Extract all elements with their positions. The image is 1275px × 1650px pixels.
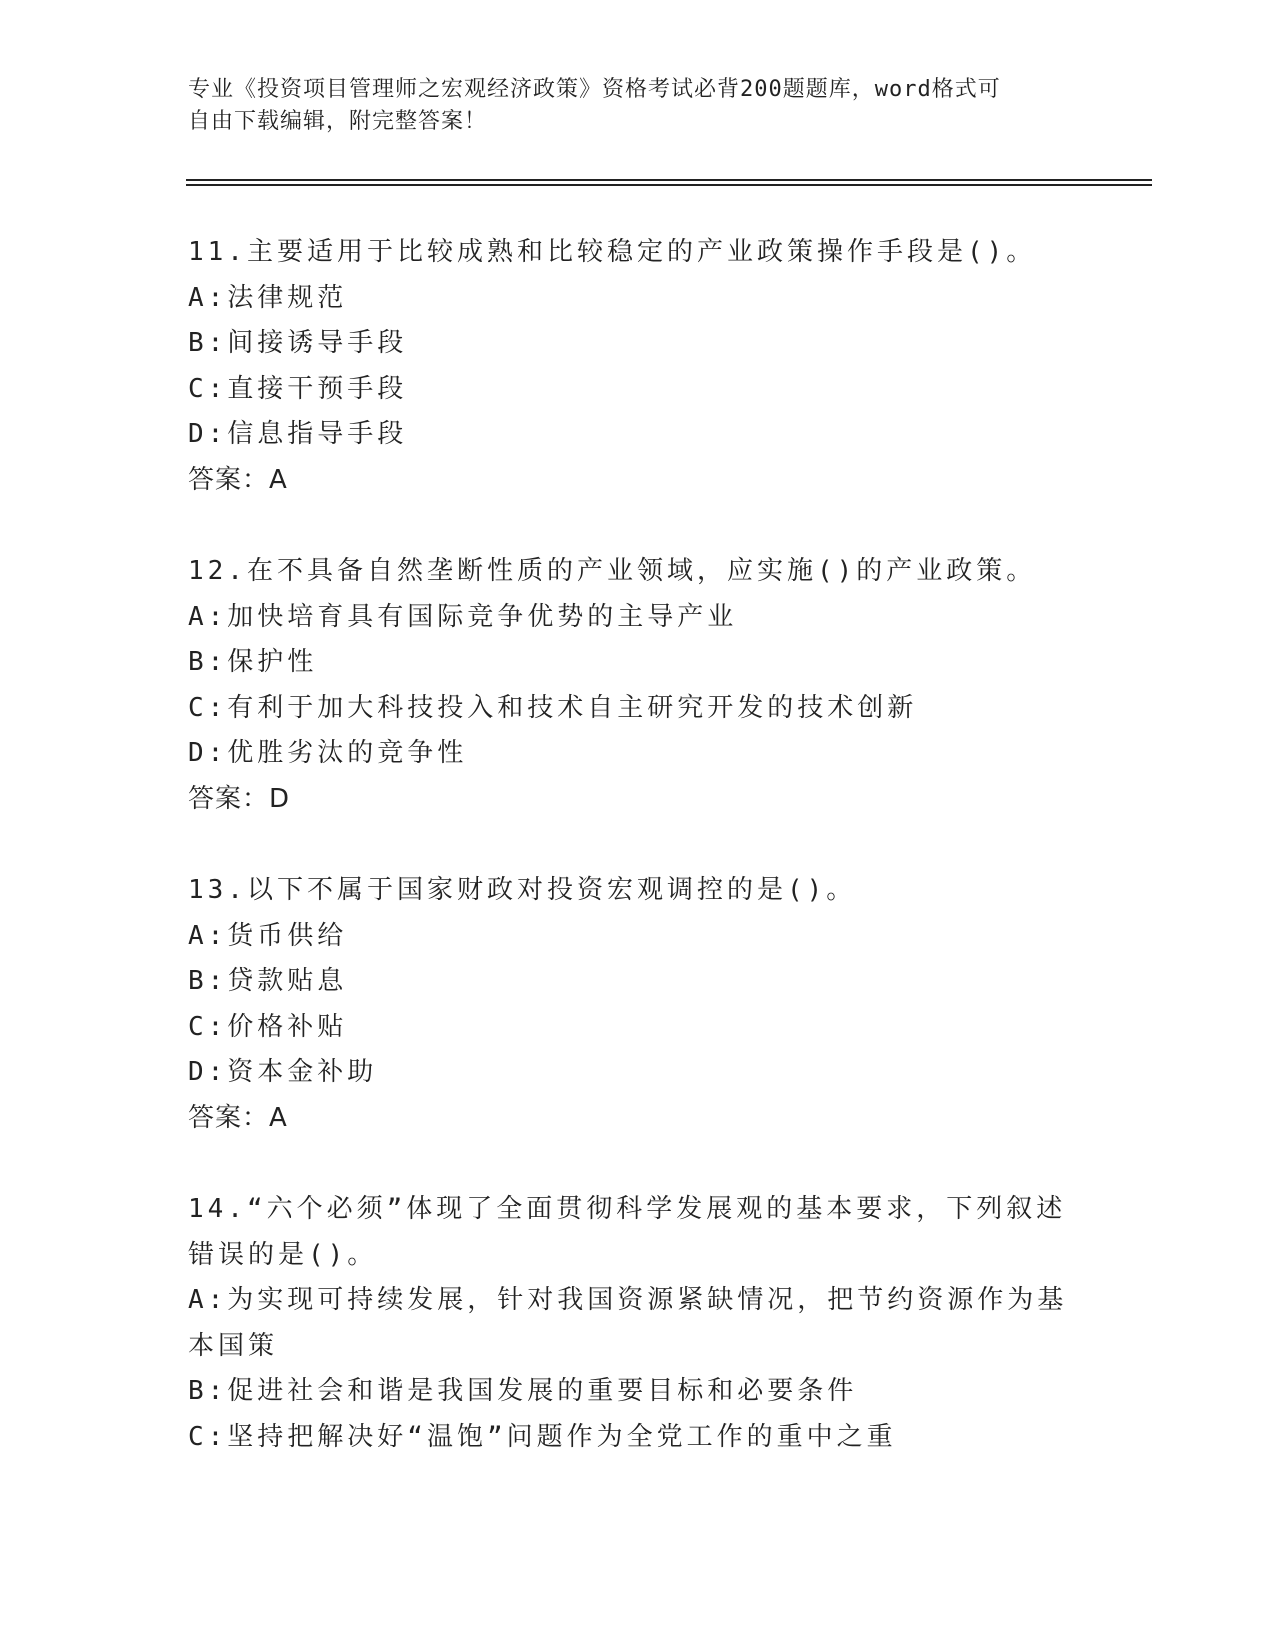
question-item xyxy=(188,1187,1088,1460)
answer-line: 答案：D xyxy=(188,783,291,814)
option-b: B:间接诱导手段 xyxy=(188,328,408,358)
option-a: A:法律规范 xyxy=(188,282,348,313)
header-divider-top xyxy=(186,179,1152,181)
option-d: D:资本金补助 xyxy=(188,1057,378,1087)
option-b: B:促进社会和谐是我国发展的重要目标和必要条件 xyxy=(188,1376,858,1406)
header-divider-bottom xyxy=(186,184,1152,186)
answer-line: 答案：A xyxy=(188,1102,288,1133)
option-a: A:加快培育具有国际竞争优势的主导产业 xyxy=(188,601,738,632)
answer-line: 答案：A xyxy=(188,464,288,495)
question-stem: 14.“六个必须”体现了全面贯彻科学发展观的基本要求，下列叙述错误的是()。 xyxy=(188,1194,1067,1270)
option-d: D:信息指导手段 xyxy=(188,419,408,449)
option-a: A:货币供给 xyxy=(188,920,348,951)
option-b: B:贷款贴息 xyxy=(188,966,348,996)
header-line-1: 专业《投资项目管理师之宏观经济政策》资格考试必背200题题库，word格式可 xyxy=(188,77,1001,102)
option-b: B:保护性 xyxy=(188,647,318,677)
option-c: C:坚持把解决好“温饱”问题作为全党工作的重中之重 xyxy=(188,1421,897,1452)
document-header xyxy=(188,74,1088,138)
question-item xyxy=(188,549,1088,822)
option-c: C:有利于加大科技投入和技术自主研究开发的技术创新 xyxy=(188,692,918,723)
option-a: A:为实现可持续发展，针对我国资源紧缺情况，把节约资源作为基本国策 xyxy=(188,1285,1068,1361)
question-stem: 11.主要适用于比较成熟和比较稳定的产业政策操作手段是()。 xyxy=(188,237,1037,267)
question-list xyxy=(188,230,1088,1506)
option-c: C:直接干预手段 xyxy=(188,373,408,404)
question-stem: 13.以下不属于国家财政对投资宏观调控的是()。 xyxy=(188,875,857,905)
option-d: D:优胜劣汰的竞争性 xyxy=(188,738,468,768)
question-item xyxy=(188,868,1088,1141)
question-item xyxy=(188,230,1088,503)
question-stem: 12.在不具备自然垄断性质的产业领域，应实施()的产业政策。 xyxy=(188,556,1037,586)
header-line-2: 自由下载编辑，附完整答案！ xyxy=(188,109,488,134)
option-c: C:价格补贴 xyxy=(188,1011,348,1042)
